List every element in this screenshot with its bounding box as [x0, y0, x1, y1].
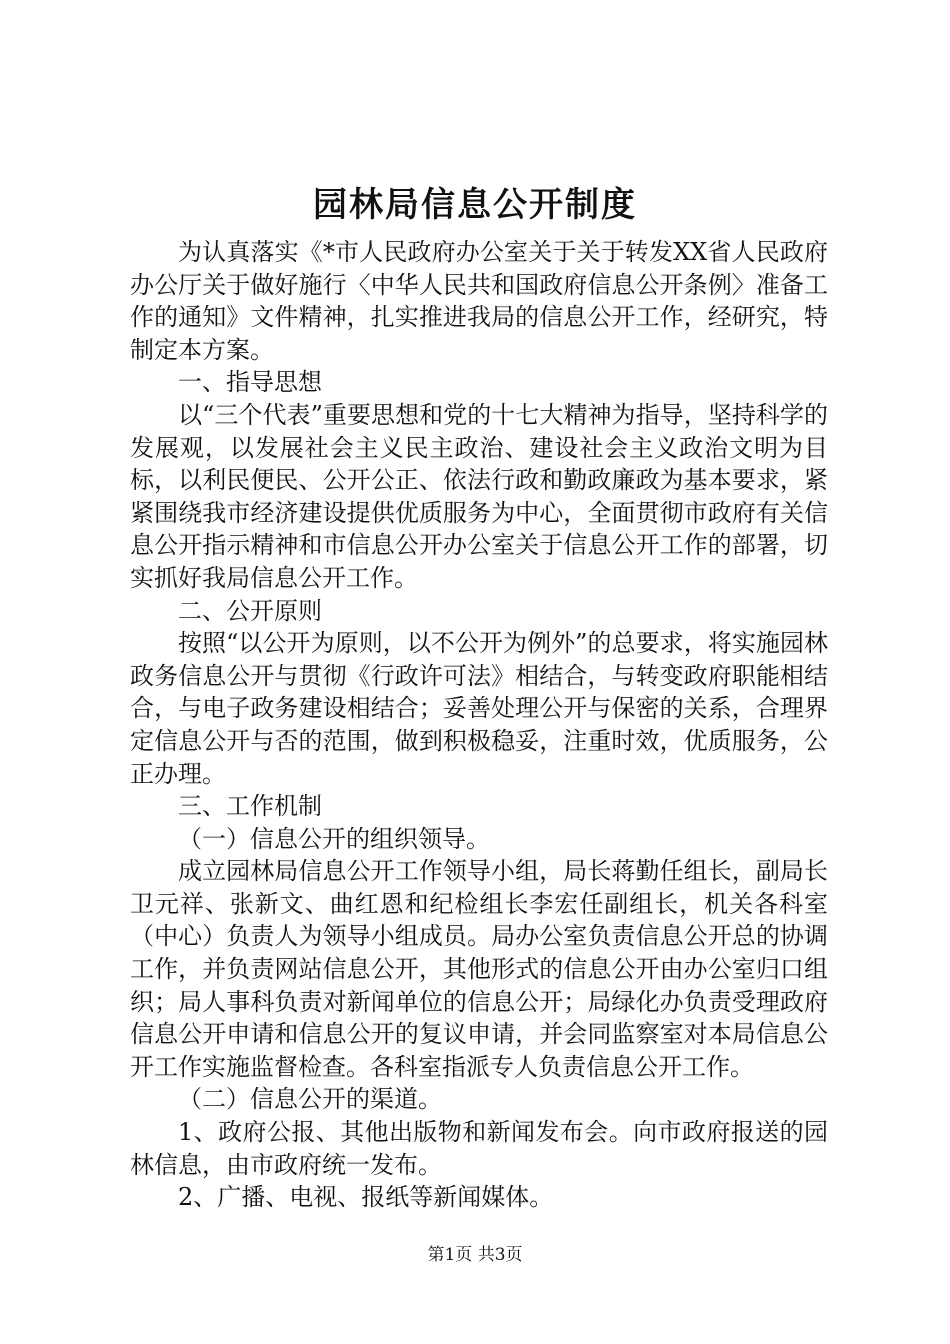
heading-guiding-ideology: 一、指导思想 — [178, 368, 322, 397]
paragraph-organization: 成立园林局信息公开工作领导小组，局长蒋勤任组长，副局长卫元祥、张新文、曲红恩和纪检组长李宏任副组长，机关各科室（中心）负责人为领导小组成员。局办公室负责信息公开总的协调工作，并负责网站信息公开，其他形式的信息公开由办公室归口组织；局人事科负责对新闻单位的信息公开；局绿化办负责受理政府信息公开申请和信息公开的复议申请，并会同监察室对本局信息公开工作实施监督检查。各科室指派专人负责信息公开工作。 — [130, 857, 828, 1081]
list-item-channel-1: 1、政府公报、其他出版物和新闻发布会。向市政府报送的园林信息，由市政府统一发布。 — [130, 1118, 828, 1179]
subheading-channels: （二）信息公开的渠道。 — [178, 1085, 442, 1114]
document-body — [130, 236, 828, 1214]
paragraph-intro: 为认真落实《*市人民政府办公室关于关于转发XX省人民政府办公厅关于做好施行〈中华人民共和国政府信息公开条例〉准备工作的通知》文件精神，扎实推进我局的信息公开工作，经研究，特制定本方案。 — [130, 238, 828, 364]
page-number-footer: 第1页 共3页 — [427, 1245, 523, 1265]
heading-disclosure-principles: 二、公开原则 — [178, 596, 322, 625]
paragraph-disclosure-principles: 按照“以公开为原则，以不公开为例外”的总要求，将实施园林政务信息公开与贯彻《行政许可法》相结合，与转变政府职能相结合，与电子政务建设相结合；妥善处理公开与保密的关系，合理界定信息公开与否的范围，做到积极稳妥，注重时效，优质服务，公正办理。 — [130, 629, 828, 788]
heading-work-mechanism: 三、工作机制 — [178, 792, 322, 821]
paragraph-guiding-ideology: 以“三个代表”重要思想和党的十七大精神为指导，坚持科学的发展观，以发展社会主义民主政治、建设社会主义政治文明为目标，以利民便民、公开公正、依法行政和勤政廉政为基本要求，紧紧围绕我市经济建设提供优质服务为中心，全面贯彻市政府有关信息公开指示精神和市信息公开办公室关于信息公开工作的部署，切实抓好我局信息公开工作。 — [130, 400, 828, 592]
subheading-organization: （一）信息公开的组织领导。 — [178, 824, 490, 853]
document-title: 园林局信息公开制度 — [313, 185, 637, 225]
list-item-channel-2: 2、广播、电视、报纸等新闻媒体。 — [178, 1183, 554, 1212]
